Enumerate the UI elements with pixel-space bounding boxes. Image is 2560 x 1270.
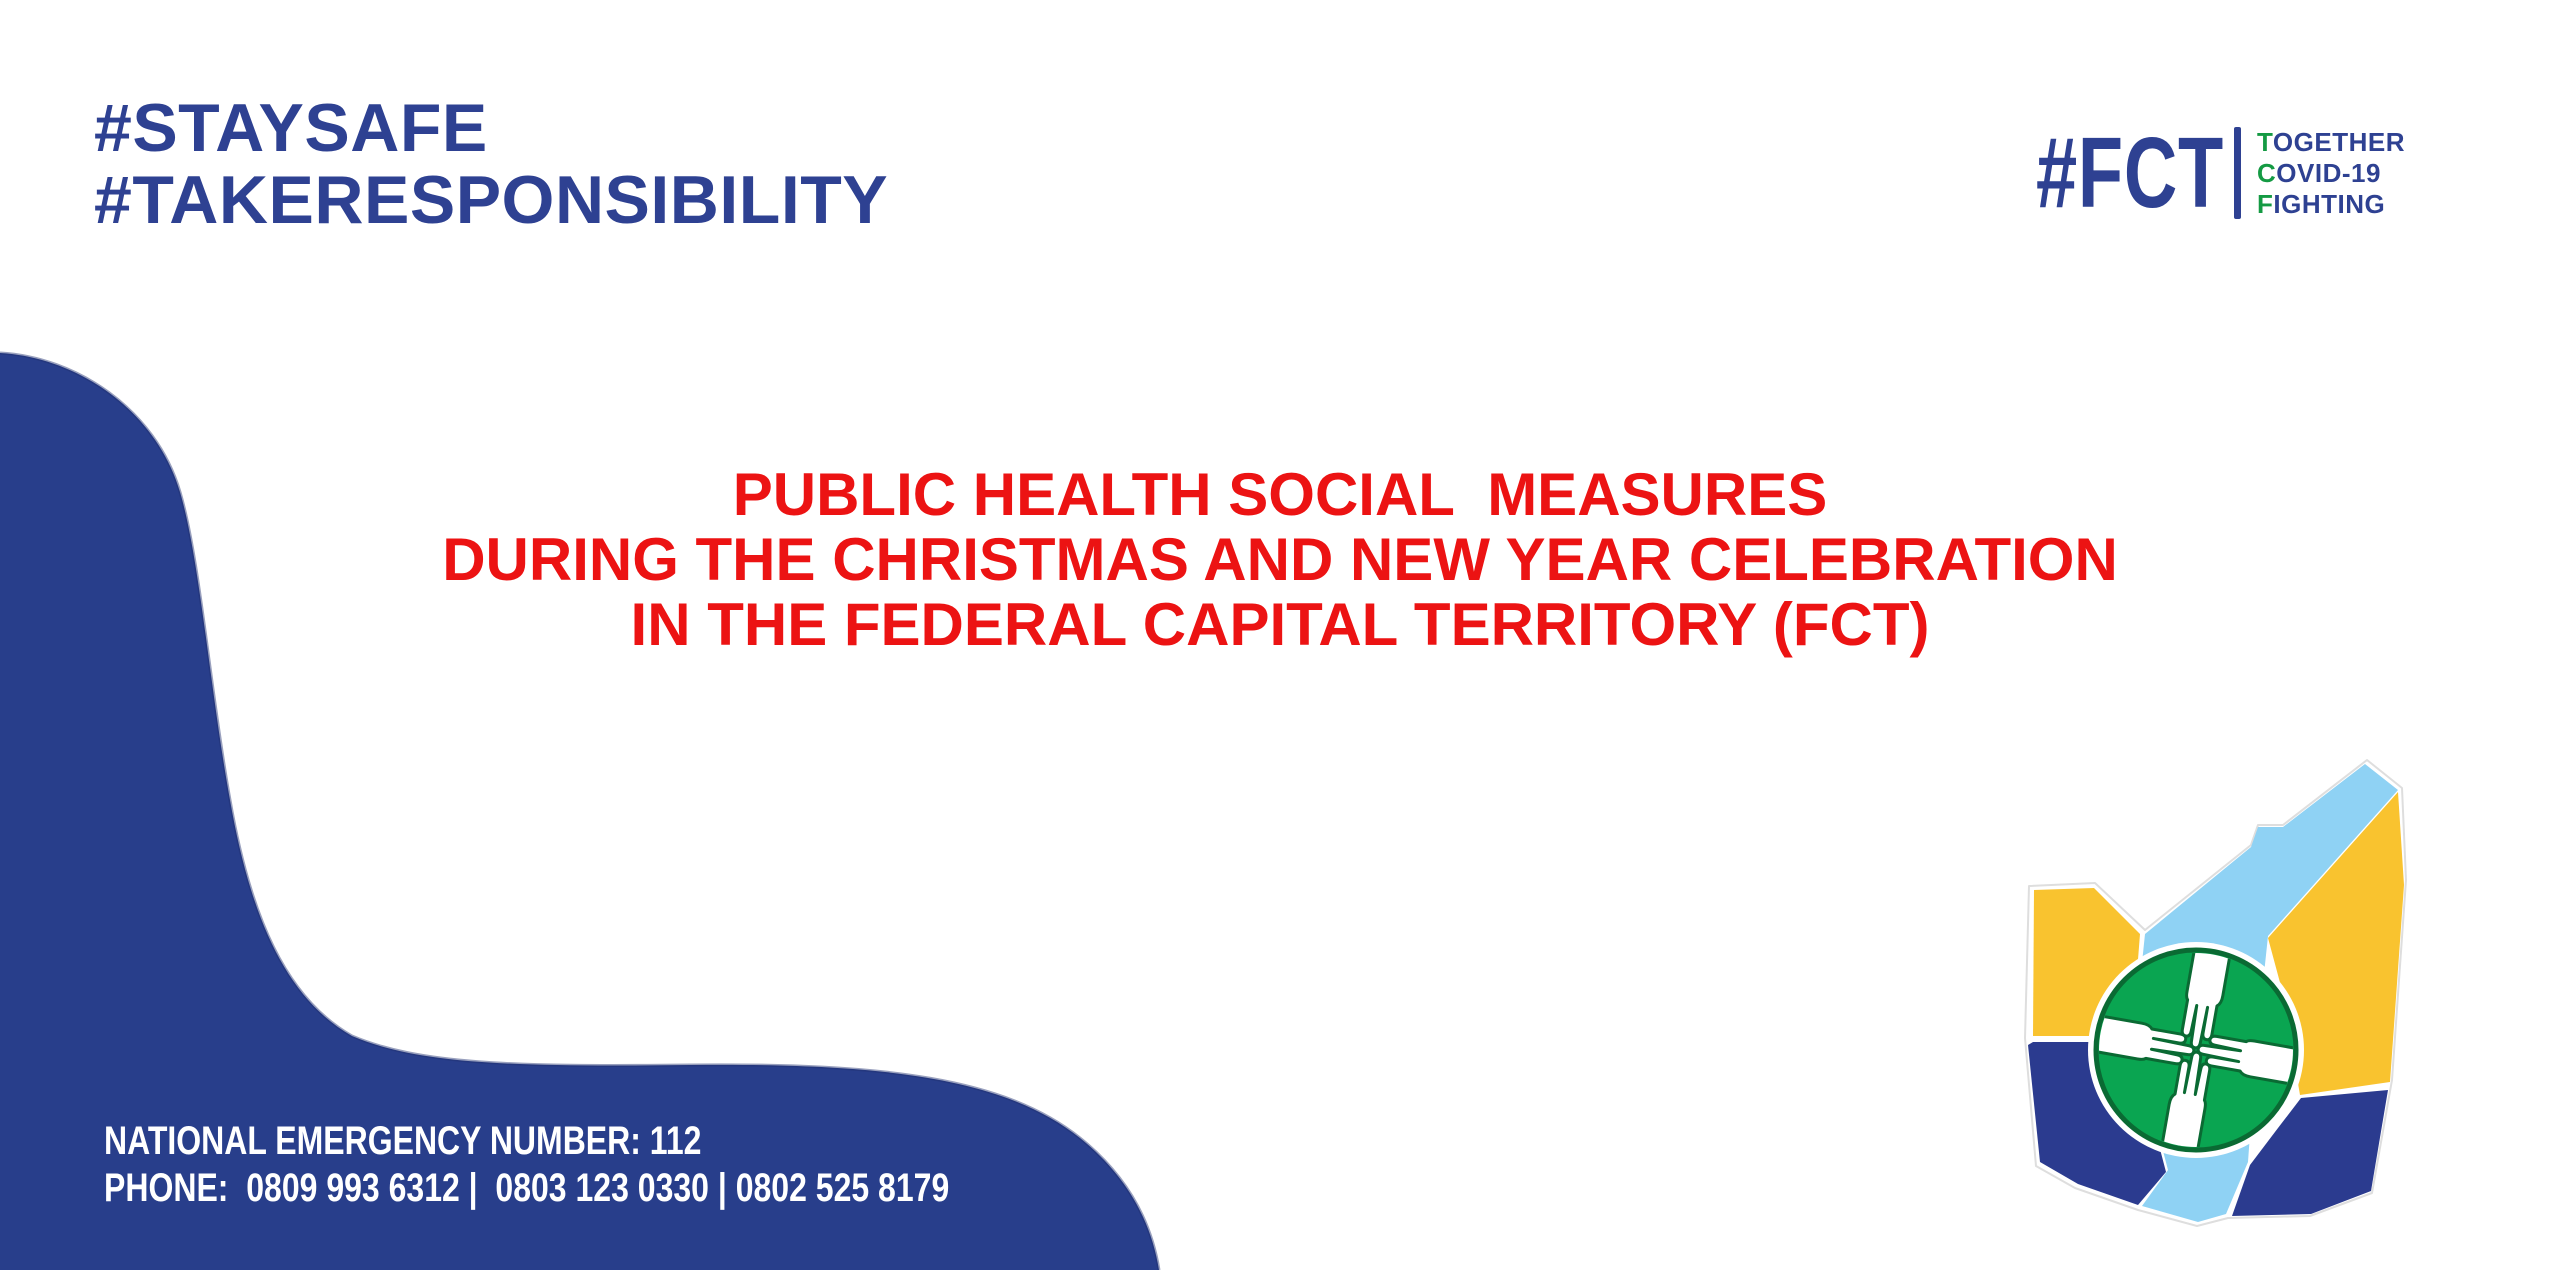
fct-divider-bar xyxy=(2234,127,2241,219)
motto-rest: IGHTING xyxy=(2273,188,2386,219)
motto-line-together xyxy=(2257,127,2405,158)
phone-numbers-line: PHONE: 0809 993 6312 | 0803 123 0330 | 0802 525 8179 xyxy=(104,1166,950,1210)
motto-initial: F xyxy=(2257,188,2274,219)
fct-motto xyxy=(2257,127,2405,220)
heading-line-2: DURING THE CHRISTMAS AND NEW YEAR CELEBRATION xyxy=(442,526,2118,593)
motto-line-fighting xyxy=(2257,189,2405,220)
motto-initial: C xyxy=(2257,157,2277,188)
heading-block xyxy=(0,462,2560,657)
heading-line-3: IN THE FEDERAL CAPITAL TERRITORY (FCT) xyxy=(630,591,1930,658)
motto-line-covid19 xyxy=(2257,158,2405,189)
fct-hashtag: #FCT xyxy=(2036,117,2224,229)
hashtags-block xyxy=(94,92,888,236)
emergency-info xyxy=(104,1118,949,1212)
motto-rest: OVID-19 xyxy=(2276,157,2381,188)
emergency-number-line: NATIONAL EMERGENCY NUMBER: 112 xyxy=(104,1119,702,1163)
motto-rest: OGETHER xyxy=(2272,126,2405,157)
hashtag-staysafe: #STAYSAFE xyxy=(94,90,488,166)
motto-initial: T xyxy=(2257,126,2273,157)
heading-line-1: PUBLIC HEALTH SOCIAL MEASURES xyxy=(732,461,1828,528)
fct-covid-logo xyxy=(2020,750,2415,1245)
hashtag-takeresponsibility: #TAKERESPONSIBILITY xyxy=(94,162,889,238)
fct-badge xyxy=(2036,118,2405,228)
